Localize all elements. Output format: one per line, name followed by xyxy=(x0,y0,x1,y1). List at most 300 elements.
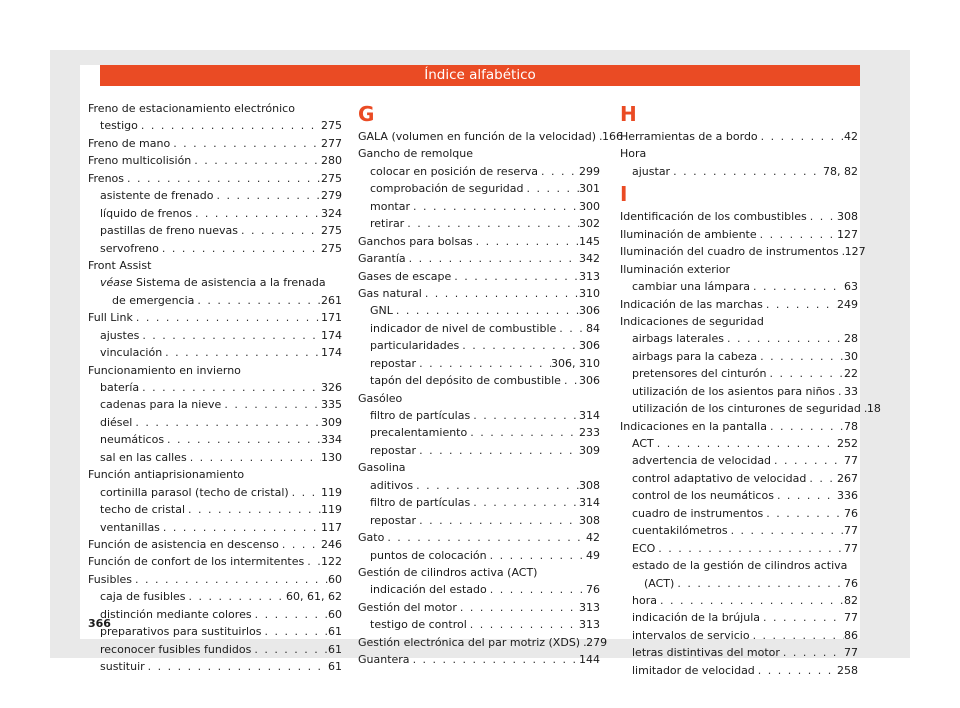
index-entry-page: 233 xyxy=(579,426,600,440)
index-entry xyxy=(358,128,624,145)
index-letter-heading: I xyxy=(620,182,628,207)
dot-leader xyxy=(750,278,844,295)
index-entry xyxy=(358,233,600,250)
index-entry xyxy=(88,606,342,623)
index-entry-page: 336 xyxy=(837,489,858,503)
index-entry-term: Ganchos para bolsas xyxy=(358,234,473,248)
index-entry-page: 84 xyxy=(586,321,600,335)
index-entry-term: comprobación de seguridad xyxy=(370,182,524,196)
dot-leader xyxy=(164,431,321,448)
index-entry xyxy=(358,529,600,546)
index-entry-term: asistente de frenado xyxy=(100,189,214,203)
index-entry-term: neumáticos xyxy=(100,433,165,447)
index-entry-page: 313 xyxy=(579,269,600,283)
dot-leader xyxy=(133,309,321,326)
index-entry-term: repostar xyxy=(370,443,417,457)
index-entry-page: 334 xyxy=(321,433,342,447)
index-entry-term: utilización de los asientos para niños xyxy=(632,384,836,398)
index-entry-term: ajustar xyxy=(632,164,671,178)
index-entry xyxy=(358,651,600,668)
index-entry-page: 275 xyxy=(321,119,342,133)
index-entry-term: Guantera xyxy=(358,653,410,667)
index-entry xyxy=(358,424,600,441)
dot-leader xyxy=(145,658,328,675)
index-entry-term: véase Sistema de asistencia a la frenada xyxy=(100,276,326,290)
index-entry-term: Freno de mano xyxy=(88,136,171,150)
index-entry xyxy=(88,571,342,588)
index-entry-term: techo de cristal xyxy=(100,503,186,517)
index-entry-page: 127 xyxy=(844,245,866,259)
index-entry xyxy=(620,540,858,557)
dot-leader xyxy=(757,226,837,243)
index-entry-page: 306 xyxy=(579,339,600,353)
index-entry xyxy=(358,372,600,389)
index-entry xyxy=(88,396,342,413)
index-entry xyxy=(358,337,600,354)
dot-leader xyxy=(213,187,321,204)
index-entry-page: 342 xyxy=(579,252,600,266)
dot-leader xyxy=(416,355,551,372)
index-entry-term: puntos de colocación xyxy=(370,548,487,562)
index-entry-term: hora xyxy=(632,593,657,607)
index-entry-page: 77 xyxy=(844,611,858,625)
index-entry xyxy=(620,435,858,452)
dot-leader xyxy=(657,592,844,609)
index-entry xyxy=(620,296,858,313)
index-entry-page: 78 xyxy=(844,419,858,433)
dot-leader xyxy=(124,170,321,187)
index-entry xyxy=(88,466,342,483)
index-entry-term: Indicaciones de seguridad xyxy=(620,314,764,328)
index-entry xyxy=(358,250,600,267)
index-entry-page: 42 xyxy=(586,531,600,545)
index-entry-term: cadenas para la nieve xyxy=(100,398,222,412)
dot-leader xyxy=(185,501,321,518)
index-entry xyxy=(358,302,600,319)
index-entry xyxy=(358,547,600,564)
dot-leader xyxy=(393,302,579,319)
index-entry xyxy=(358,355,600,372)
index-entry xyxy=(358,494,600,511)
index-entry xyxy=(620,522,858,539)
dot-leader xyxy=(279,536,321,553)
index-entry-page: 308 xyxy=(579,478,600,492)
index-entry-page: 122 xyxy=(321,555,342,569)
index-entry-page: 252 xyxy=(837,437,858,450)
index-entry-page: 326 xyxy=(321,381,342,394)
index-entry-page: 299 xyxy=(579,164,600,178)
index-entry-term: indicador de nivel de combustible xyxy=(370,321,557,335)
index-entry-term: pastillas de freno nuevas xyxy=(100,224,238,238)
dot-leader xyxy=(186,588,287,605)
index-entry xyxy=(88,641,342,658)
index-entry xyxy=(88,170,342,187)
index-entry xyxy=(358,215,600,232)
index-entry xyxy=(620,487,858,504)
index-entry xyxy=(358,163,600,180)
index-entry xyxy=(358,564,600,581)
dot-leader xyxy=(132,571,328,588)
index-entry-term: Gestión del motor xyxy=(358,600,457,614)
index-entry-page: 78, 82 xyxy=(823,164,858,178)
index-entry-term: Gasolina xyxy=(358,461,406,475)
index-entry-term: Herramientas de a bordo xyxy=(620,130,758,143)
dot-leader xyxy=(654,435,837,452)
index-entry-page: 302 xyxy=(579,217,600,231)
index-entry xyxy=(620,609,858,626)
dot-leader xyxy=(467,616,579,633)
index-entry-term: cortinilla parasol (techo de cristal) xyxy=(100,485,289,499)
index-entry xyxy=(620,348,858,365)
index-entry xyxy=(88,222,342,239)
index-entry-page: 144 xyxy=(579,653,600,667)
index-entry-page: 77 xyxy=(844,454,858,468)
index-entry-page: 280 xyxy=(321,154,342,168)
dot-leader xyxy=(192,205,321,222)
index-entry-page: 63 xyxy=(844,280,858,294)
dot-leader xyxy=(422,285,579,302)
index-entry-page: 28 xyxy=(844,332,858,346)
index-entry-term: reconocer fusibles fundidos xyxy=(100,642,252,656)
index-entry xyxy=(620,470,858,487)
index-entry-term: cambiar una lámpara xyxy=(632,280,750,294)
dot-leader xyxy=(304,553,321,570)
index-entry-term: cuentakilómetros xyxy=(632,524,728,538)
index-entry-page: 77 xyxy=(844,524,858,538)
index-entry-page: 119 xyxy=(321,503,342,517)
index-entry-term: intervalos de servicio xyxy=(632,628,750,642)
index-entry xyxy=(358,634,608,651)
index-entry-term: colocar en posición de reserva xyxy=(370,164,538,178)
index-entry-page: 267 xyxy=(837,471,858,485)
index-entry-term: limitador de velocidad xyxy=(632,663,755,677)
index-entry xyxy=(620,313,858,330)
index-entry-page: 275 xyxy=(321,241,342,255)
index-entry xyxy=(358,581,600,598)
index-entry xyxy=(88,362,342,379)
dot-leader xyxy=(410,651,579,668)
index-entry-page: 279 xyxy=(586,635,608,649)
index-entry-term: ACT xyxy=(632,437,654,450)
dot-leader xyxy=(238,222,321,239)
dot-leader xyxy=(767,418,844,435)
index-entry-term: GNL xyxy=(370,304,393,318)
dot-leader xyxy=(556,320,586,337)
index-letter-heading: H xyxy=(620,102,637,126)
index-entry-page: 249 xyxy=(837,297,858,311)
dot-leader xyxy=(262,623,328,640)
index-entry xyxy=(88,344,342,361)
index-entry xyxy=(620,662,858,679)
index-entry xyxy=(358,268,600,285)
index-entry-page: 313 xyxy=(579,618,600,632)
index-entry-page: 61 xyxy=(328,642,342,656)
index-entry-term: de emergencia xyxy=(112,293,195,307)
index-entry-term: Función de confort de los intermitentes xyxy=(88,555,305,569)
index-entry-term: Front Assist xyxy=(88,258,152,272)
index-entry-page: 18 xyxy=(866,402,881,416)
index-entry-page: 313 xyxy=(579,600,600,614)
index-entry-term: particularidades xyxy=(370,339,460,353)
index-entry-term: Gato xyxy=(358,531,385,545)
index-entry xyxy=(358,320,600,337)
index-entry-page: 261 xyxy=(321,293,342,307)
index-entry xyxy=(88,152,342,169)
dot-leader xyxy=(139,379,321,396)
index-entry-term: Garantía xyxy=(358,252,406,266)
index-entry-term: airbags para la cabeza xyxy=(632,349,758,363)
index-entry xyxy=(88,431,342,448)
index-entry-term: control de los neumáticos xyxy=(632,489,774,503)
index-entry xyxy=(620,592,858,609)
dot-leader xyxy=(757,348,844,365)
index-entry-page: 314 xyxy=(579,409,600,422)
index-entry-term: diésel xyxy=(100,415,133,429)
dot-leader xyxy=(728,522,844,539)
index-entry xyxy=(88,658,342,675)
index-entry-term: utilización de los cinturones de seguridad xyxy=(632,402,861,416)
index-entry-term: Fusibles xyxy=(88,572,133,586)
index-entry xyxy=(88,257,342,274)
index-column-3 xyxy=(620,100,881,679)
index-entry xyxy=(620,330,858,347)
index-entry-page: 117 xyxy=(321,520,342,534)
index-entry-term: repostar xyxy=(370,356,417,370)
index-entry xyxy=(620,627,858,644)
dot-leader xyxy=(771,452,844,469)
dot-leader xyxy=(406,250,579,267)
index-entry xyxy=(88,240,342,257)
index-entry-page: 86 xyxy=(844,628,858,642)
index-entry-term: servofreno xyxy=(100,241,159,255)
index-entry-page: 174 xyxy=(321,328,342,342)
index-entry-page: 30 xyxy=(844,349,858,363)
index-entry xyxy=(620,644,858,661)
index-entry-term: Hora xyxy=(620,147,647,161)
index-entry xyxy=(620,400,881,417)
dot-leader xyxy=(159,240,321,257)
dot-leader xyxy=(724,330,844,347)
index-entry-page: 314 xyxy=(579,496,600,510)
index-entry xyxy=(358,459,600,476)
dot-leader xyxy=(470,494,579,511)
index-entry xyxy=(88,379,342,396)
dot-leader xyxy=(139,327,321,344)
dot-leader xyxy=(404,215,579,232)
index-entry xyxy=(358,390,600,407)
index-entry xyxy=(88,292,342,309)
index-entry xyxy=(88,309,342,326)
index-entry xyxy=(620,261,858,278)
index-entry-term: vinculación xyxy=(100,346,163,360)
index-entry xyxy=(620,163,858,180)
index-entry xyxy=(358,599,600,616)
page-header: Índice alfabético xyxy=(100,65,860,86)
index-entry-page: 76 xyxy=(844,576,858,590)
index-entry xyxy=(620,418,858,435)
index-entry-term: Full Link xyxy=(88,311,133,325)
index-entry-term: filtro de partículas xyxy=(370,409,471,422)
index-entry-term: Gases de escape xyxy=(358,269,452,283)
index-entry-term: retirar xyxy=(370,217,405,231)
index-entry xyxy=(620,226,858,243)
dot-leader xyxy=(457,599,579,616)
index-entry-term: ajustes xyxy=(100,328,140,342)
index-entry-term: (ACT) xyxy=(644,576,675,590)
index-entry-page: 308 xyxy=(837,210,858,224)
index-entry-term: filtro de partículas xyxy=(370,496,471,510)
index-entry-page: 77 xyxy=(844,541,858,555)
index-entry-page: 310 xyxy=(579,286,600,300)
index-entry-page: 127 xyxy=(837,227,858,241)
index-entry xyxy=(88,501,342,518)
index-entry-page: 76 xyxy=(586,583,600,597)
index-entry-page: 277 xyxy=(321,136,342,150)
dot-leader xyxy=(252,606,328,623)
index-entry xyxy=(620,128,858,145)
dot-leader xyxy=(561,372,579,389)
dot-leader xyxy=(191,152,321,169)
index-entry-term: Gasóleo xyxy=(358,391,403,405)
index-entry xyxy=(620,505,858,522)
index-entry-term: Gancho de remolque xyxy=(358,147,474,161)
index-entry xyxy=(358,285,600,302)
dot-leader xyxy=(674,575,844,592)
dot-leader xyxy=(416,442,579,459)
index-entry-page: 324 xyxy=(321,206,342,220)
index-entry xyxy=(620,365,858,382)
dot-leader xyxy=(162,344,321,361)
index-entry xyxy=(88,588,342,605)
dot-leader xyxy=(451,268,579,285)
index-entry-page: 33 xyxy=(844,384,858,398)
index-entry-page: 82 xyxy=(844,593,858,607)
dot-leader xyxy=(755,662,837,679)
index-entry-term: Identificación de los combustibles xyxy=(620,210,807,224)
dot-leader xyxy=(410,198,579,215)
index-entry-page: 174 xyxy=(321,346,342,360)
index-entry-page: 60 xyxy=(328,572,342,586)
index-entry-page: 119 xyxy=(321,485,342,499)
index-entry xyxy=(88,135,342,152)
index-entry-term: indicación del estado xyxy=(370,583,487,597)
index-entry xyxy=(88,623,342,640)
index-entry xyxy=(88,536,342,553)
index-entry-page: 130 xyxy=(321,450,342,464)
index-entry xyxy=(620,145,858,162)
index-entry xyxy=(620,208,858,225)
index-entry xyxy=(358,442,600,459)
index-entry-page: 42 xyxy=(844,130,858,143)
index-entry-page: 258 xyxy=(837,663,858,677)
index-entry-page: 77 xyxy=(844,646,858,660)
index-entry-term: advertencia de velocidad xyxy=(632,454,772,468)
dot-leader xyxy=(132,414,321,431)
index-entry xyxy=(88,205,342,222)
index-entry xyxy=(358,477,600,494)
index-entry-page: 166 xyxy=(602,130,624,143)
index-entry xyxy=(620,452,858,469)
index-entry-page: 60 xyxy=(328,607,342,621)
index-entry-term: distinción mediante colores xyxy=(100,607,252,621)
dot-leader xyxy=(763,505,844,522)
index-entry-term: indicación de la brújula xyxy=(632,611,760,625)
index-entry xyxy=(88,274,342,291)
index-entry-term: airbags laterales xyxy=(632,332,724,346)
dot-leader xyxy=(470,407,579,424)
dot-leader xyxy=(467,424,579,441)
index-entry-page: 275 xyxy=(321,171,342,185)
index-entry-term: pretensores del cinturón xyxy=(632,367,767,381)
index-entry-page: 300 xyxy=(579,199,600,213)
dot-leader xyxy=(524,180,580,197)
index-entry-term: control adaptativo de velocidad xyxy=(632,471,807,485)
dot-leader xyxy=(459,337,579,354)
dot-leader xyxy=(766,365,844,382)
index-entry-page: 61 xyxy=(328,660,342,673)
dot-leader xyxy=(670,163,823,180)
dot-leader xyxy=(160,519,321,536)
index-entry xyxy=(358,180,600,197)
index-entry-page: 309 xyxy=(321,415,342,429)
index-entry-term: sustituir xyxy=(100,660,145,673)
index-entry-term: Funcionamiento en invierno xyxy=(88,363,241,377)
index-entry-term: Indicaciones en la pantalla xyxy=(620,419,767,433)
index-entry-term: Gestión de cilindros activa (ACT) xyxy=(358,565,538,579)
dot-leader xyxy=(487,581,586,598)
index-entry-page: 301 xyxy=(579,182,600,196)
dot-leader xyxy=(774,487,837,504)
index-entry xyxy=(358,616,600,633)
index-entry-page: 22 xyxy=(844,367,858,381)
index-entry xyxy=(88,187,342,204)
index-entry-page: 308 xyxy=(579,513,600,527)
dot-leader xyxy=(806,470,837,487)
index-entry-term: líquido de frenos xyxy=(100,206,192,220)
index-entry-page: 61 xyxy=(328,625,342,639)
index-entry-page: 309 xyxy=(579,443,600,457)
dot-leader xyxy=(384,529,586,546)
index-entry-term: Iluminación exterior xyxy=(620,262,731,276)
dot-leader xyxy=(807,208,837,225)
dot-leader xyxy=(538,163,579,180)
index-entry-term: Frenos xyxy=(88,171,125,185)
dot-leader xyxy=(251,641,328,658)
index-entry-page: 145 xyxy=(579,234,600,248)
index-entry xyxy=(620,557,858,574)
index-entry-page: 335 xyxy=(321,398,342,412)
dot-leader xyxy=(835,383,844,400)
index-entry xyxy=(88,519,342,536)
index-entry-page: 306, 310 xyxy=(551,356,600,370)
index-entry-term: ventanillas xyxy=(100,520,160,534)
index-entry xyxy=(88,449,342,466)
index-entry-page: 246 xyxy=(321,537,342,551)
index-entry-term: Función antiaprisionamiento xyxy=(88,468,245,482)
index-entry xyxy=(88,100,342,117)
index-entry xyxy=(88,414,342,431)
index-letter-heading: G xyxy=(358,102,375,126)
index-column-1 xyxy=(88,100,342,675)
index-entry xyxy=(88,117,342,134)
index-entry-term: letras distintivas del motor xyxy=(632,646,780,660)
index-entry xyxy=(620,278,858,295)
index-entry-term: repostar xyxy=(370,513,417,527)
index-column-2 xyxy=(358,100,624,669)
index-entry xyxy=(358,145,600,162)
dot-leader xyxy=(655,540,844,557)
dot-leader xyxy=(170,135,321,152)
